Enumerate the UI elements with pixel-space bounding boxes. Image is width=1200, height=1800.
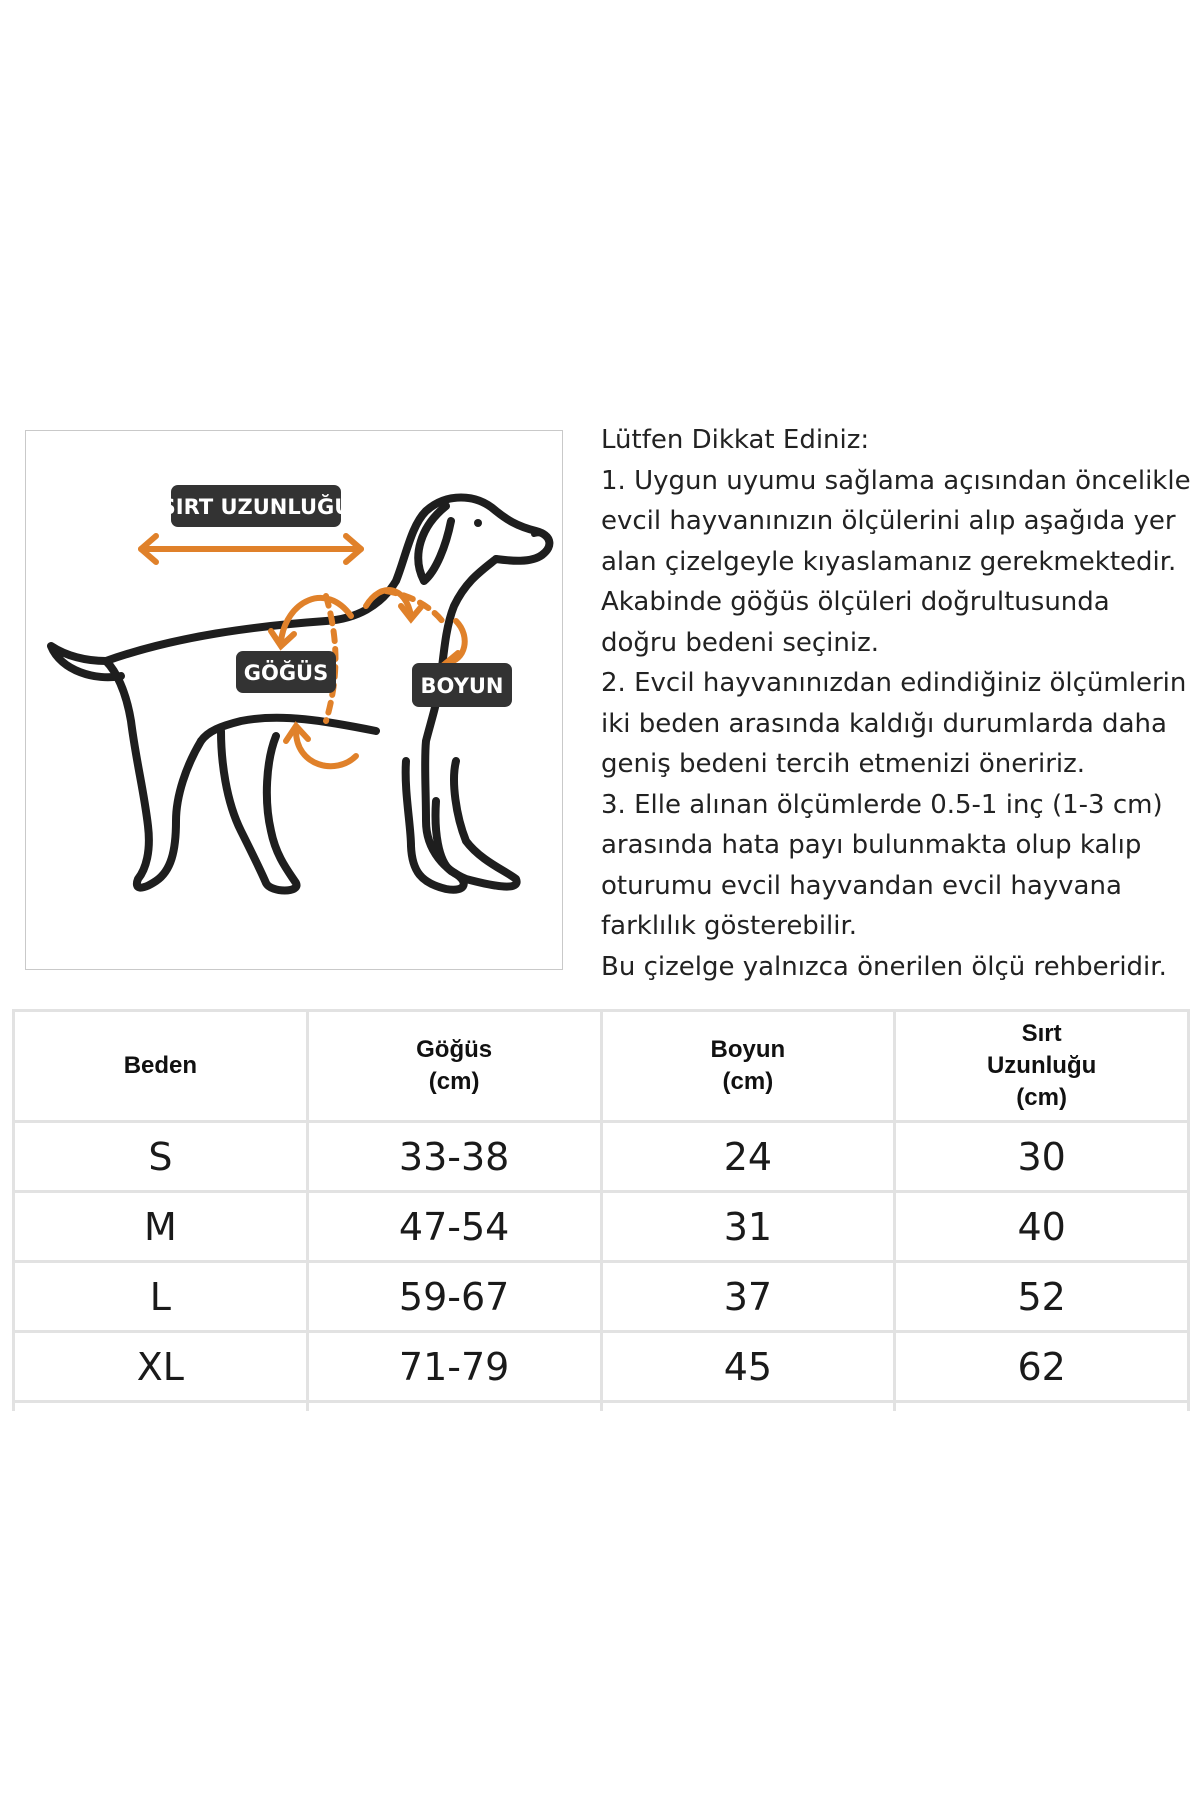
cell-back: 30 — [895, 1122, 1189, 1192]
cell-back: 40 — [895, 1192, 1189, 1262]
cell-size: S — [14, 1122, 308, 1192]
header-back-length: Sırt Uzunluğu (cm) — [895, 1011, 1189, 1122]
table-header-row — [14, 1011, 1189, 1122]
size-table — [12, 1009, 1190, 1411]
notes-block — [601, 420, 1191, 987]
cell-chest: 59-67 — [307, 1262, 601, 1332]
chest-tag — [236, 651, 336, 693]
note-item-3: 3. Elle alınan ölçümlerde 0.5-1 inç (1-3 cm) arasında hata payı bulunmakta olup kalıp oturumu evcil hayvandan evcil hayvana farklılık gösterebilir. — [601, 789, 1163, 941]
back-length-arrow-icon — [141, 536, 361, 562]
cell-neck: 24 — [601, 1122, 895, 1192]
table-row-cut-off — [14, 1402, 1189, 1412]
neck-tag — [412, 663, 512, 707]
cell-chest: 71-79 — [307, 1332, 601, 1402]
measurement-diagram — [25, 430, 563, 970]
note-item-1: 1. Uygun uyumu sağlama açısından öncelikle evcil hayvanınızın ölçülerini alıp aşağıda yer alan çizelgeyle kıyaslamanız gerekmektedir. Akabinde göğüs ölçüleri doğrultusunda doğru bedeni seçiniz. — [601, 465, 1191, 658]
note-item-2: 2. Evcil hayvanınızdan edindiğiniz ölçümlerin iki beden arasında kaldığı durumlarda daha geniş bedeni tercih etmenizi öneririz. — [601, 668, 1187, 779]
cell-size: L — [14, 1262, 308, 1332]
cell-size: XL — [14, 1332, 308, 1402]
neck-label: BOYUN — [420, 674, 504, 698]
cell-back: 52 — [895, 1262, 1189, 1332]
table-row — [14, 1262, 1189, 1332]
table-row — [14, 1192, 1189, 1262]
header-size: Beden — [14, 1011, 308, 1122]
dog-measurement-illustration — [26, 431, 564, 971]
cell-chest: 47-54 — [307, 1192, 601, 1262]
table-row — [14, 1332, 1189, 1402]
back-length-label: SIRT UZUNLUĞU — [160, 495, 352, 519]
cell-neck: 45 — [601, 1332, 895, 1402]
cell-chest: 33-38 — [307, 1122, 601, 1192]
cell-size: M — [14, 1192, 308, 1262]
notes-footer: Bu çizelge yalnızca önerilen ölçü rehberidir. — [601, 951, 1167, 982]
table-row — [14, 1122, 1189, 1192]
cell-neck: 31 — [601, 1192, 895, 1262]
back-length-tag — [161, 485, 352, 527]
notes-title: Lütfen Dikkat Ediniz: — [601, 425, 870, 455]
chest-label: GÖĞÜS — [243, 661, 329, 685]
cell-neck: 37 — [601, 1262, 895, 1332]
header-neck: Boyun (cm) — [601, 1011, 895, 1122]
cell-back: 62 — [895, 1332, 1189, 1402]
header-chest: Göğüs (cm) — [307, 1011, 601, 1122]
